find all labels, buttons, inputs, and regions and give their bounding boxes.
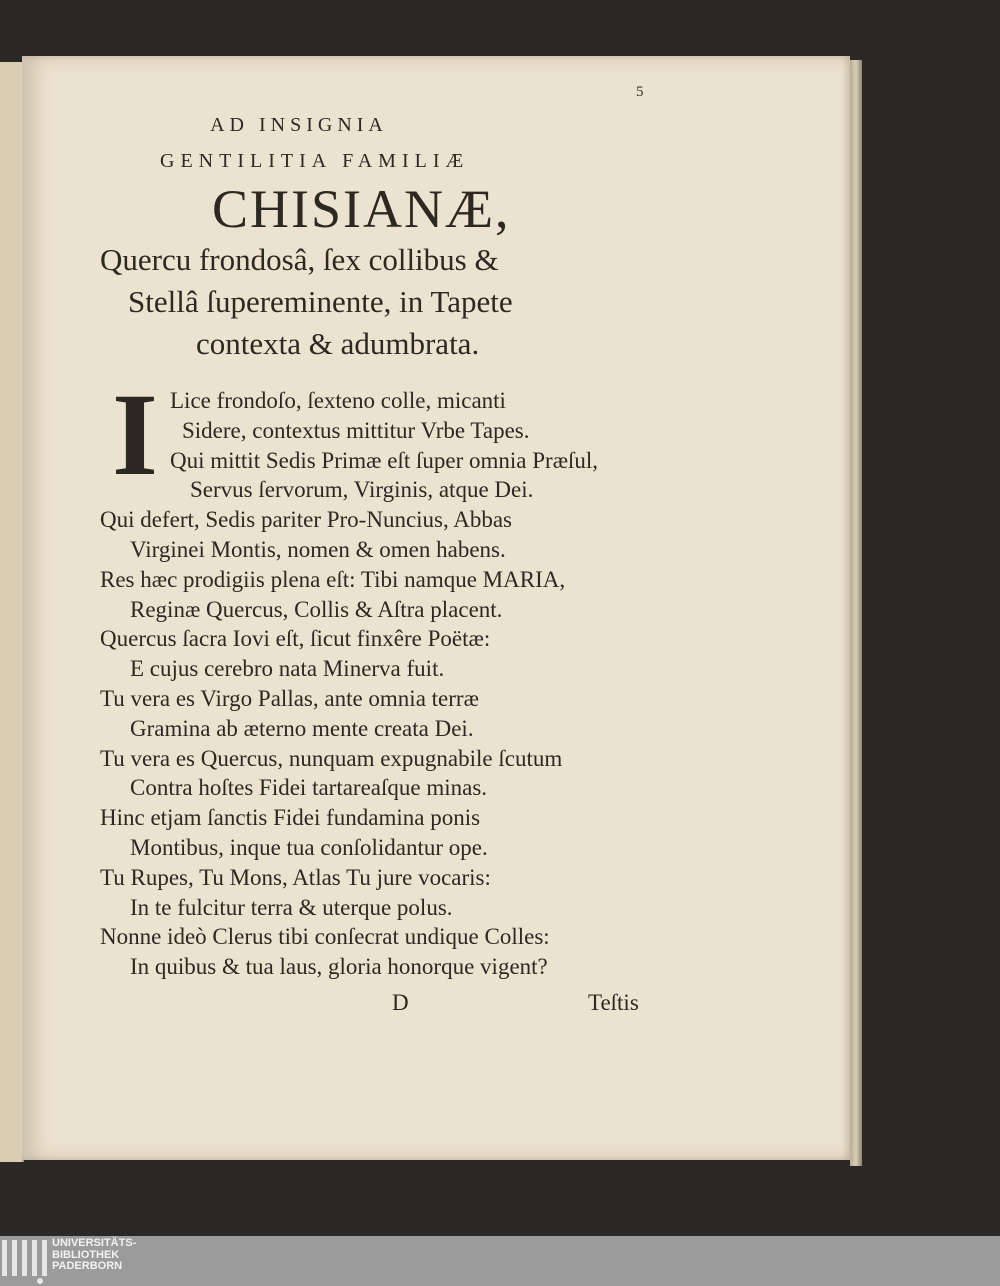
- verse-line: Servus ſervorum, Virginis, atque Dei.: [190, 477, 534, 503]
- logo-line-3: PADERBORN: [52, 1260, 123, 1272]
- verse-line: In quibus & tua laus, gloria honorque vigent?: [130, 954, 548, 980]
- verse-line: Tu vera es Virgo Pallas, ante omnia terræ: [100, 686, 479, 711]
- title-line-4: Quercu frondosâ, ſex collibus &: [100, 242, 499, 277]
- catchword: Teſtis: [588, 990, 639, 1015]
- previous-page-edge: [0, 62, 24, 1162]
- verse-line: Res hæc prodigiis plena eſt: Tibi namque MARIA,: [100, 566, 566, 592]
- verse-line: In te fulcitur terra & uterque polus.: [130, 894, 453, 920]
- library-logo-icon: [2, 1240, 47, 1276]
- verse-line: Hinc etjam ſanctis Fidei fundamina ponis: [100, 805, 481, 831]
- verse-line: E cujus cerebro nata Minerva fuit.: [130, 656, 445, 682]
- logo-line-2: BIBLIOTHEK: [52, 1248, 120, 1261]
- page-stack-edge: [850, 60, 862, 1166]
- verse-line: Sidere, contextus mittitur Vrbe Tapes.: [182, 417, 530, 443]
- verse-line: Tu Rupes, Tu Mons, Atlas Tu jure vocaris:: [100, 864, 491, 890]
- verse-line: Quercus ſacra Iovi eſt, ſicut finxêre Poëtæ:: [100, 626, 491, 652]
- library-footer: [0, 1236, 1000, 1286]
- logo-line-1: UNIVERSITÄTS-: [52, 1237, 137, 1249]
- verse-line: Tu vera es Quercus, nunquam expugnabile ſcutum: [100, 745, 563, 771]
- drop-cap: I: [112, 369, 158, 500]
- logo-dot-icon: [37, 1278, 43, 1284]
- title-line-5: Stellâ ſupereminente, in Tapete: [128, 284, 513, 319]
- library-logo-text: [52, 1238, 136, 1273]
- title-line-2: GENTILITIA FAMILIÆ: [160, 150, 470, 172]
- verse-line: Gramina ab æterno mente creata Dei.: [130, 715, 474, 741]
- signature-mark: D: [392, 990, 409, 1015]
- verse-line: Virginei Montis, nomen & omen habens.: [130, 537, 506, 562]
- verse-line: Reginæ Quercus, Collis & Aſtra placent.: [130, 596, 503, 622]
- verse-line: Nonne ideò Clerus tibi conſecrat undique Colles:: [100, 924, 550, 950]
- verse-line: Qui mittit Sedis Primæ eſt ſuper omnia Præſul,: [170, 447, 599, 473]
- verse-line: Montibus, inque tua conſolidantur ope.: [130, 835, 488, 860]
- verse-line: Qui defert, Sedis pariter Pro-Nuncius, Abbas: [100, 507, 513, 533]
- title-chisianae: CHISIANÆ,: [212, 179, 511, 239]
- verse-line: Contra hoſtes Fidei tartareaſque minas.: [130, 775, 488, 801]
- verse-line: Lice frondoſo, ſexteno colle, micanti: [170, 388, 506, 413]
- title-line-1: AD INSIGNIA: [210, 114, 388, 136]
- page-number: 5: [636, 84, 644, 100]
- title-line-6: contexta & adumbrata.: [196, 326, 480, 361]
